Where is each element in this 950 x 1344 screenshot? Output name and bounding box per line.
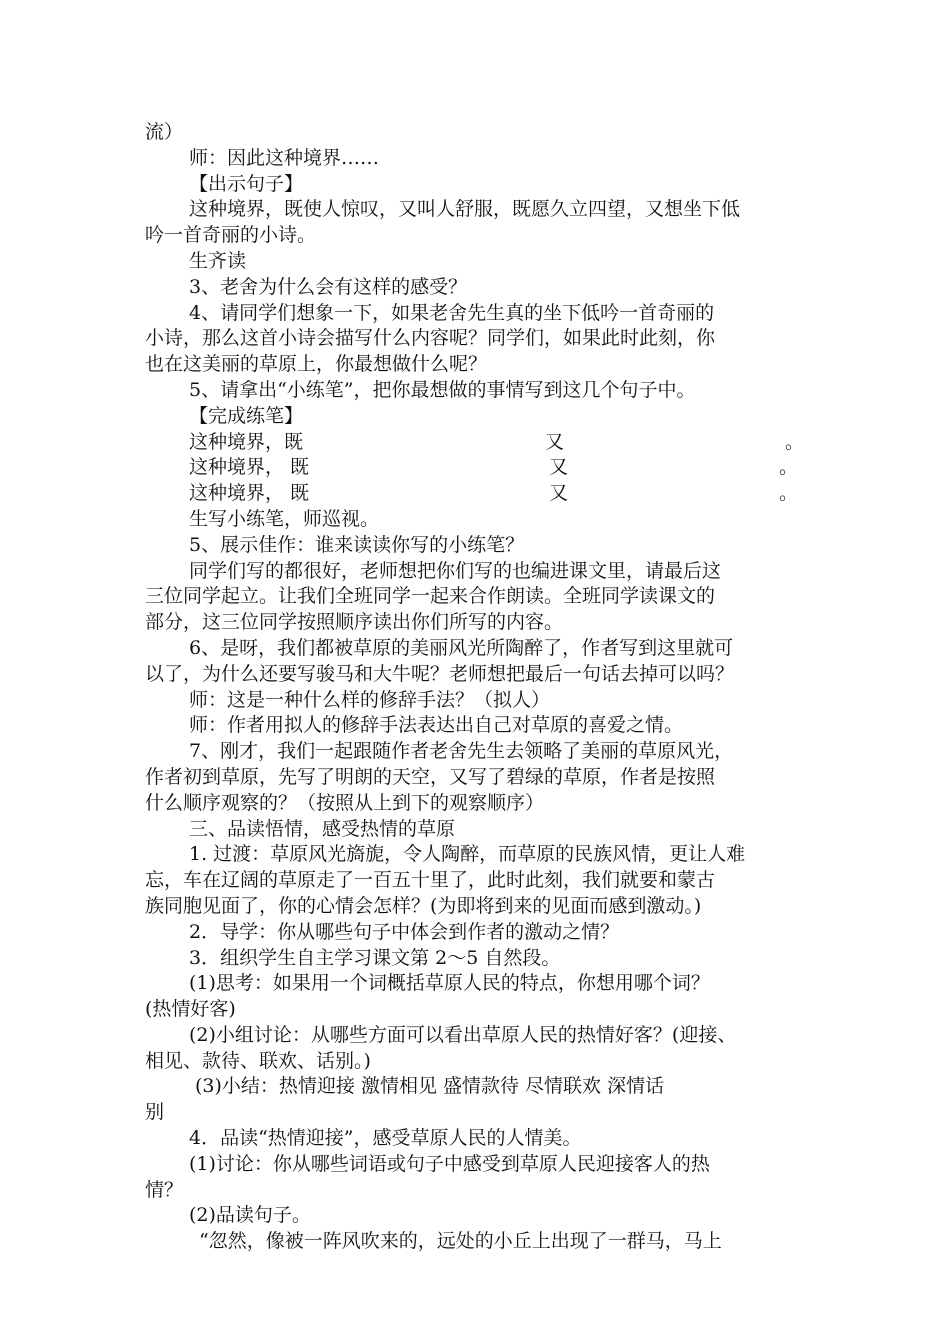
text-line: (1)思考：如果用一个词概括草原人民的特点，你想用哪个词？ <box>189 972 710 995</box>
text-line: 【完成练笔】 <box>189 404 304 427</box>
text-line: (2)品读句子。 <box>189 1204 311 1227</box>
fill-blank-prefix: 这种境界，既 <box>189 430 304 453</box>
text-line: (热情好客) <box>145 998 236 1021</box>
document-body <box>145 120 810 1255</box>
text-line: 相见、款待、联欢、话别。) <box>145 1049 371 1072</box>
text-line: 【出示句子】 <box>189 172 304 195</box>
text-line: 部分，这三位同学按照顺序读出你们所写的内容。 <box>145 611 564 634</box>
section-heading: 三、品读悟情，感受热情的草原 <box>189 817 456 840</box>
text-line: 这种境界，既使人惊叹，又叫人舒服，既愿久立四望，又想坐下低 <box>189 198 741 221</box>
text-line: 6、是呀，我们都被草原的美丽风光所陶醉了，作者写到这里就可 <box>189 636 734 659</box>
text-line: 7、刚才，我们一起跟随作者老舍先生去领略了美丽的草原风光， <box>189 740 734 763</box>
text-line: 流） <box>145 121 184 143</box>
text-line: 吟一首奇丽的小诗。 <box>145 224 317 247</box>
text-line: 什么顺序观察的？（按照从上到下的观察顺序） <box>145 791 545 814</box>
fill-blank-line <box>145 481 810 507</box>
text-line: 5、展示佳作：谁来读读你写的小练笔？ <box>189 533 525 556</box>
text-line: 情？ <box>145 1178 184 1201</box>
text-line: 生写小练笔，师巡视。 <box>189 507 380 530</box>
text-line: 族同胞见面了，你的心情会怎样？(为即将到来的见面而感到激动。) <box>145 894 702 917</box>
fill-blank-end: 。 <box>779 456 799 479</box>
text-line: 小诗，那么这首小诗会描写什么内容呢？同学们，如果此时此刻，你 <box>145 327 716 350</box>
fill-blank-line <box>145 455 810 481</box>
fill-blank-middle: 又 <box>549 482 569 505</box>
text-line: “忽然，像被一阵风吹来的，远处的小丘上出现了一群马，马上 <box>199 1230 722 1253</box>
text-line: 忘，车在辽阔的草原走了一百五十里了，此时此刻，我们就要和蒙古 <box>145 869 716 892</box>
text-line: 5、请拿出“小练笔”，把你最想做的事情写到这几个句子中。 <box>189 378 696 401</box>
text-line: 也在这美丽的草原上，你最想做什么呢？ <box>145 353 488 376</box>
text-line: 同学们写的都很好，老师想把你们写的也编进课文里，请最后这 <box>189 559 722 582</box>
text-line: 以了，为什么还要写骏马和大牛呢？老师想把最后一句话去掉可以吗？ <box>145 662 735 685</box>
text-line: 三位同学起立。让我们全班同学一起来合作朗读。全班同学读课文的 <box>145 585 716 608</box>
text-line: (1)讨论：你从哪些词语或句子中感受到草原人民迎接客人的热 <box>189 1152 710 1175</box>
text-line: (2)小组讨论：从哪些方面可以看出草原人民的热情好客？(迎接、 <box>189 1023 737 1046</box>
fill-blank-line <box>145 430 810 456</box>
text-line: 4、请同学们想象一下，如果老舍先生真的坐下低吟一首奇丽的 <box>189 301 715 324</box>
text-line: 师：这是一种什么样的修辞手法？（拟人） <box>189 688 551 711</box>
text-line: 4．品读“热情迎接”，感受草原人民的人情美。 <box>189 1127 582 1150</box>
fill-blank-end: 。 <box>785 430 805 453</box>
text-line: 生齐读 <box>189 249 247 272</box>
text-line: 1. 过渡：草原风光旖旎，令人陶醉，而草原的民族风情，更让人难 <box>189 843 746 866</box>
fill-blank-middle: 又 <box>549 456 569 479</box>
fill-blank-prefix: 这种境界， 既 <box>189 456 310 479</box>
text-line: 2．导学：你从哪些句子中体会到作者的激动之情？ <box>189 920 620 943</box>
fill-blank-middle: 又 <box>545 430 565 453</box>
fill-blank-end: 。 <box>779 482 799 505</box>
text-line: 3、老舍为什么会有这样的感受？ <box>189 275 468 298</box>
text-line: 3．组织学生自主学习课文第 2～5 自然段。 <box>189 946 561 969</box>
text-line: 作者初到草原，先写了明朗的天空，又写了碧绿的草原，作者是按照 <box>145 765 716 788</box>
text-line: (3)小结：热情迎接 激情相见 盛情款待 尽情联欢 深情话 <box>195 1075 665 1098</box>
text-line: 师：作者用拟人的修辞手法表达出自己对草原的喜爱之情。 <box>189 714 684 737</box>
fill-blank-prefix: 这种境界， 既 <box>189 482 310 505</box>
text-line: 师：因此这种境界…… <box>189 146 380 169</box>
text-line: 别 <box>145 1101 165 1124</box>
